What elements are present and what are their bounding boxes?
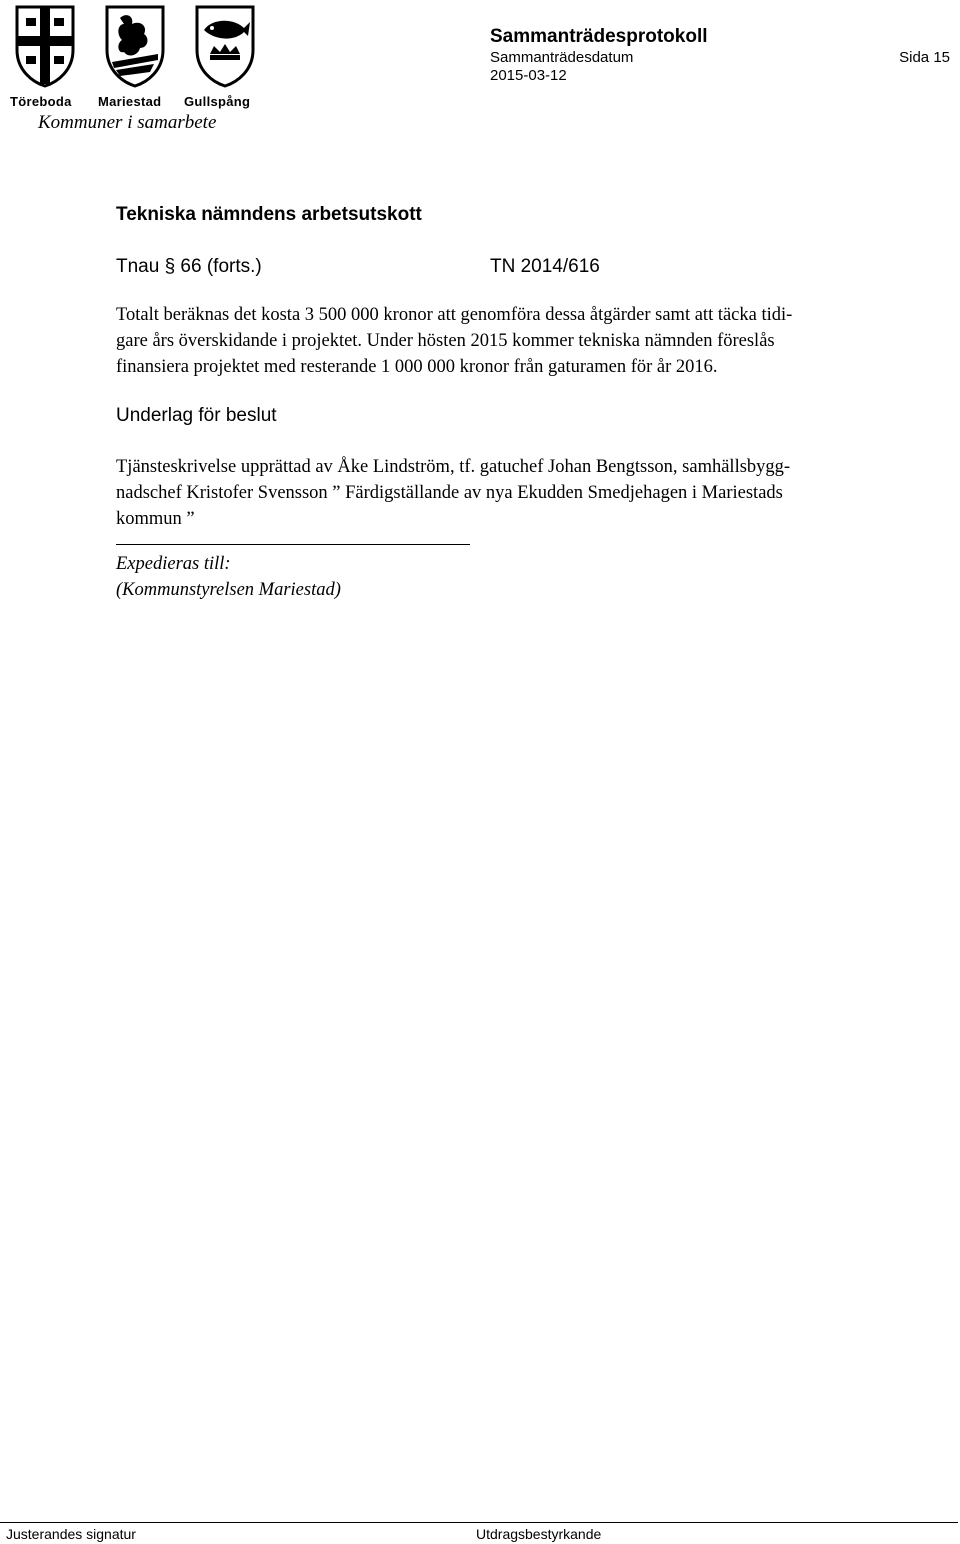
paragraph-line: gare års överskidande i projektet. Under hösten 2015 kommer tekniska nämnden föreslås <box>116 331 775 351</box>
goat-shield-icon <box>104 4 166 88</box>
municipality-name: Mariestad <box>98 94 162 109</box>
municipal-logos <box>8 4 264 132</box>
signature-label: Justerandes signatur <box>6 1526 136 1542</box>
paragraph-line: Tjänsteskrivelse upprättad av Åke Lindström, tf. gatuchef Johan Bengtsson, samhällsbygg- <box>116 457 791 477</box>
case-number: TN 2014/616 <box>490 256 600 277</box>
section-title: Tekniska nämndens arbetsutskott <box>116 204 422 225</box>
document-title: Sammanträdesprotokoll <box>490 26 708 47</box>
meeting-date-label: Sammanträdesdatum <box>490 49 634 66</box>
paragraph-line: kommun ” <box>116 509 195 529</box>
page-number: Sida 15 <box>899 49 950 66</box>
expedieras-label: Expedieras till: <box>116 554 231 574</box>
municipality-name: Töreboda <box>10 94 72 109</box>
underlag-heading: Underlag för beslut <box>116 405 277 426</box>
paragraph-line: finansiera projektet med resterande 1 000 000 kronor från gaturamen för år 2016. <box>116 357 718 377</box>
logo-tagline: Kommuner i samarbete <box>38 112 217 133</box>
case-reference: Tnau § 66 (forts.) <box>116 256 262 277</box>
meeting-date: 2015-03-12 <box>490 67 567 84</box>
municipality-name: Gullspång <box>184 94 251 109</box>
expedieras-recipient: (Kommunstyrelsen Mariestad) <box>116 580 341 600</box>
distribution-block <box>116 551 341 603</box>
extract-certification-label: Utdragsbestyrkande <box>476 1526 602 1542</box>
footer-divider <box>0 1522 958 1523</box>
fish-crown-shield-icon <box>194 4 256 88</box>
underlag-paragraph <box>116 454 836 532</box>
paragraph-line: Totalt beräknas det kosta 3 500 000 kronor att genomföra dessa åtgärder samt att täcka tidi- <box>116 305 793 325</box>
divider <box>116 544 470 545</box>
paragraph-line: nadschef Kristofer Svensson ” Färdigställande av nya Ekudden Smedjehagen i Mariestads <box>116 483 783 503</box>
body-paragraph <box>116 302 836 380</box>
cross-shield-icon <box>14 4 76 88</box>
